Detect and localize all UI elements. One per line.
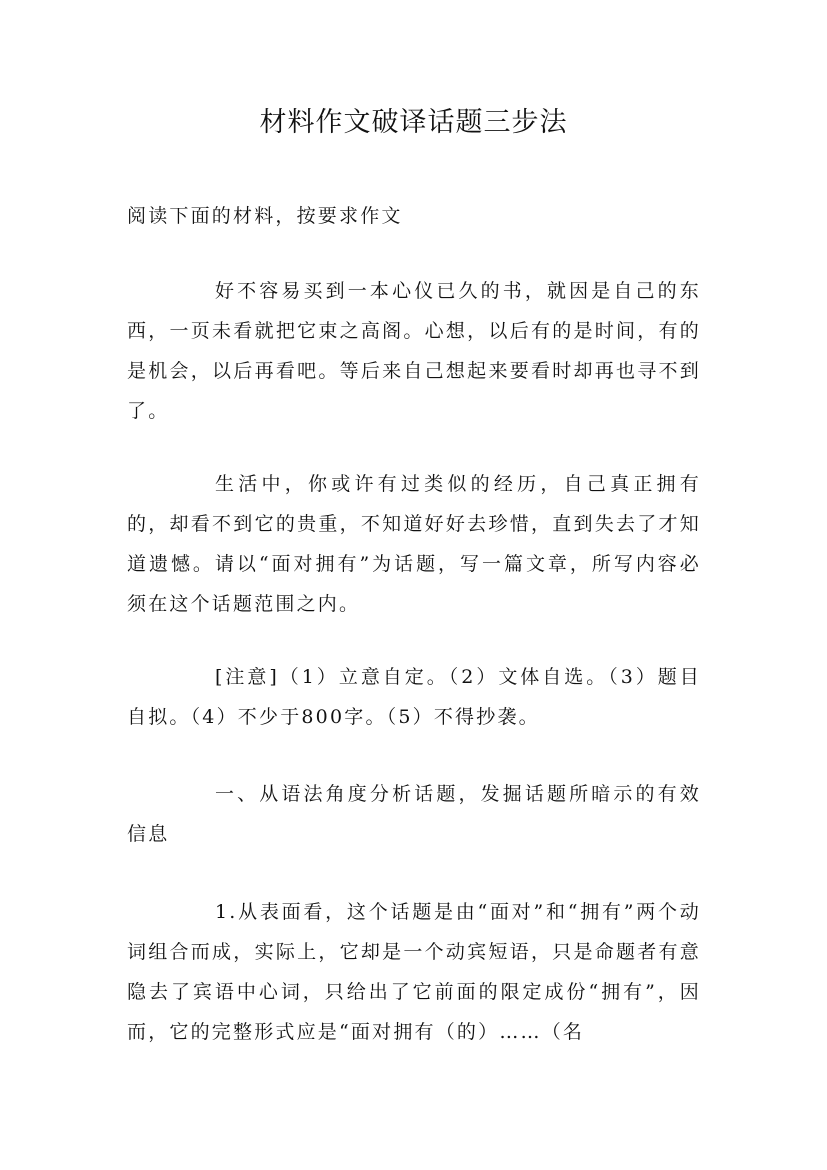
prompt-paragraph: 生活中，你或许有过类似的经历，自己真正拥有的，却看不到它的贵重，不知道好好去珍惜，直到失去了才知道遗憾。请以“面对拥有”为话题，写一篇文章，所写内容必须在这个话题范围之内。 — [127, 473, 701, 615]
analysis-paragraph: 1.从表面看，这个话题是由“面对”和“拥有”两个动词组合而成，实际上，它却是一个动宾短语，只是命题者有意隐去了宾语中心词，只给出了它前面的限定成份“拥有”，因而，它的完整形式应是“面对拥有（的）……（名 — [127, 901, 701, 1043]
intro-paragraph: 阅读下面的材料，按要求作文 — [127, 205, 403, 227]
document-title: 材料作文破译话题三步法 — [259, 107, 568, 138]
material-paragraph: 好不容易买到一本心仪已久的书，就因是自己的东西，一页未看就把它束之高阁。心想，以后有的是时间，有的是机会，以后再看吧。等后来自己想起来要看时却再也寻不到了。 — [127, 280, 701, 422]
section-heading-1: 一、从语法角度分析话题，发掘话题所暗示的有效信息 — [127, 783, 701, 845]
notice-paragraph: [注意]（1）立意自定。（2）文体自选。（3）题目自拟。（4）不少于800字。（5）不得抄袭。 — [127, 666, 701, 728]
